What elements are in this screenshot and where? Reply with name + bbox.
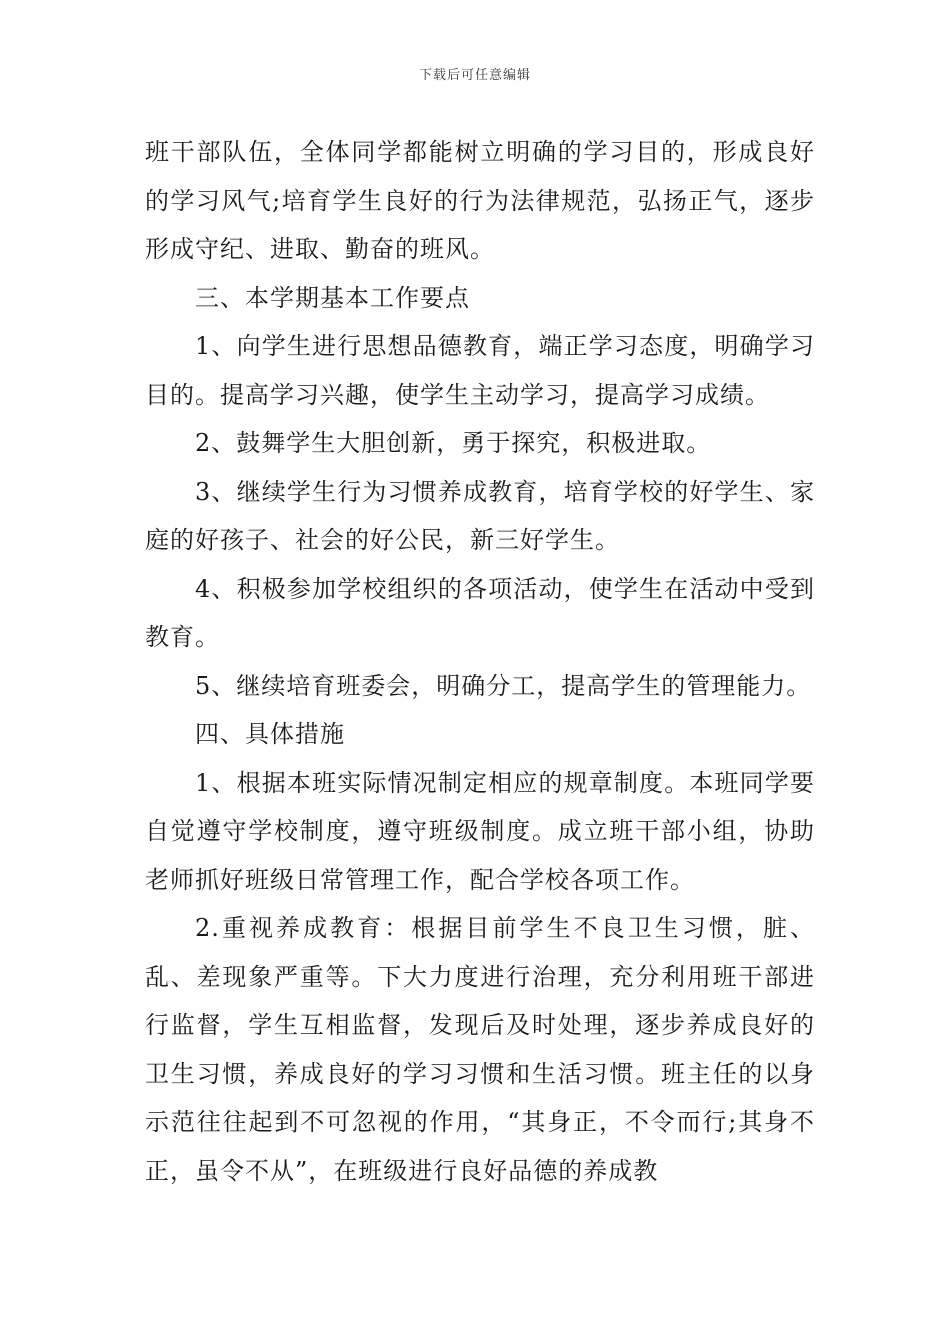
- list-item-key-point-2: 2、鼓舞学生大胆创新，勇于探究，积极进取。: [195, 429, 712, 457]
- page-header: 下载后可任意编辑: [418, 68, 531, 83]
- list-item-key-point-4: 4、积极参加学校组织的各项活动，使学生在活动中受到教育。: [145, 574, 815, 651]
- list-item-key-point-3: 3、继续学生行为习惯养成教育，培育学校的好学生、家庭的好孩子、社会的好公民，新三好学生。: [145, 477, 815, 554]
- list-item-key-point-1: 1、向学生进行思想品德教育，端正学习态度，明确学习目的。提高学习兴趣，使学生主动学习，提高学习成绩。: [145, 332, 815, 409]
- list-item-measure-1: 1、根据本班实际情况制定相应的规章制度。本班同学要自觉遵守学校制度，遵守班级制度。成立班干部小组，协助老师抓好班级日常管理工作，配合学校各项工作。: [145, 768, 815, 894]
- section-heading-key-points: 三、本学期基本工作要点: [195, 283, 470, 312]
- section-heading-measures: 四、具体措施: [195, 720, 345, 748]
- document-body: [145, 128, 815, 1195]
- list-item-measure-2: 2.重视养成教育：根据目前学生不良卫生习惯，脏、乱、差现象严重等。下大力度进行治理，充分利用班干部进行监督，学生互相监督，发现后及时处理，逐步养成良好的卫生习惯，养成良好的学习习惯和生活习惯。班主任的以身示范往往起到不可忽视的作用，“其身正，不令而行;其身不正，虽令不从”，在班级进行良好品德的养成教: [145, 914, 815, 1185]
- paragraph-class-cadre-goals: 班干部队伍，全体同学都能树立明确的学习目的，形成良好的学习风气;培育学生良好的行为法律规范，弘扬正气，逐步形成守纪、进取、勤奋的班风。: [145, 138, 815, 263]
- list-item-key-point-5: 5、继续培育班委会，明确分工，提高学生的管理能力。: [195, 671, 812, 700]
